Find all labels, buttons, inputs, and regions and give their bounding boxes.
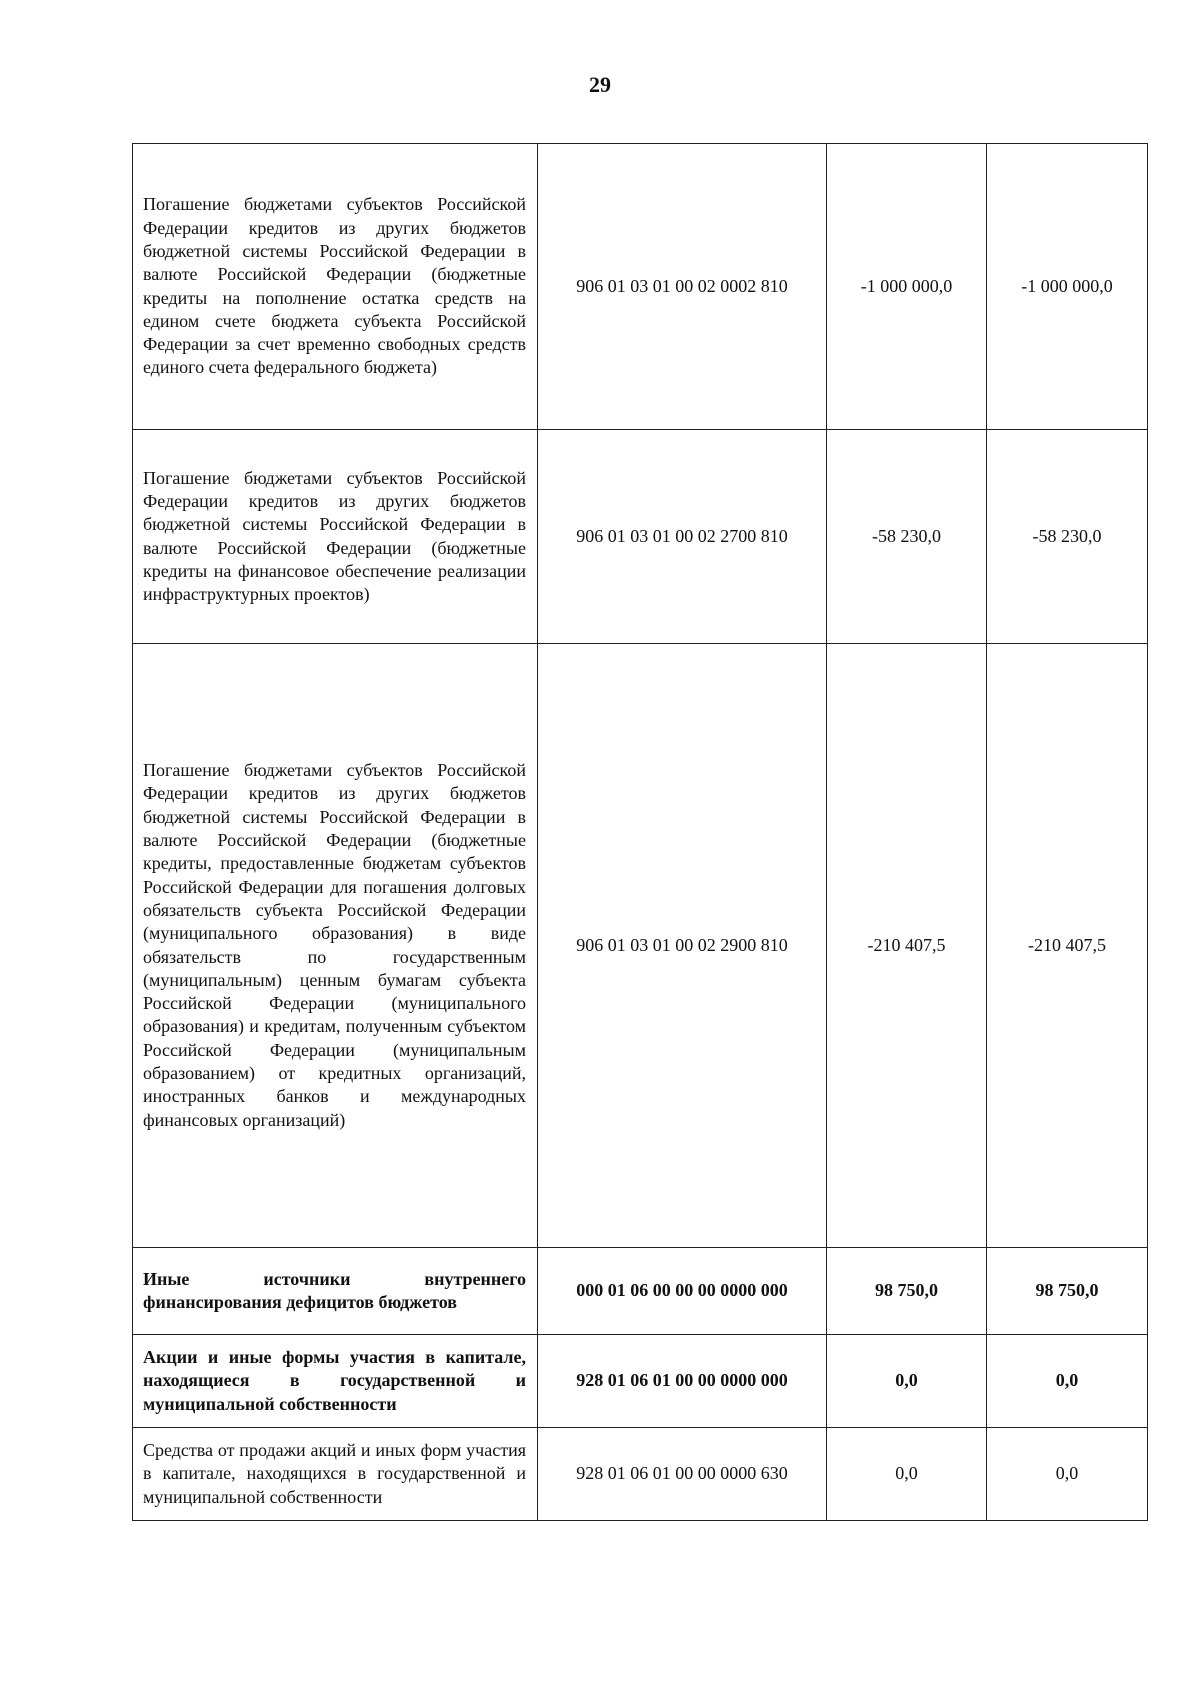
row-name-cell [133, 1428, 538, 1521]
row-name-cell [133, 144, 538, 430]
row-code: 906 01 03 01 00 02 0002 810 [538, 144, 827, 430]
table-row [133, 1248, 1148, 1335]
row-code: 928 01 06 01 00 00 0000 000 [538, 1335, 827, 1428]
row-value-1: 0,0 [827, 1428, 987, 1521]
row-value-2: -210 407,5 [987, 644, 1148, 1248]
row-value-1: 98 750,0 [827, 1248, 987, 1335]
row-value-2: 0,0 [987, 1428, 1148, 1521]
row-value-2: -58 230,0 [987, 430, 1148, 644]
row-name-cell [133, 1248, 538, 1335]
row-name-cell [133, 644, 538, 1248]
table-row [133, 1428, 1148, 1521]
row-value-1: -1 000 000,0 [827, 144, 987, 430]
row-name-cell [133, 1335, 538, 1428]
table-row [133, 644, 1148, 1248]
row-code: 000 01 06 00 00 00 0000 000 [538, 1248, 827, 1335]
row-name: Погашение бюджетами субъектов Российской Федерации кредитов из других бюджетов бюджетной системы Российской Федерации в валюте Российской Федерации (бюджетные кредиты на пополнение остатка средств на едином счете бюджета субъекта Российской Федерации за счет временно свободных средств единого счета федерального бюджета) [143, 194, 526, 378]
page-number: 29 [589, 72, 611, 97]
row-name-cell [133, 430, 538, 644]
row-code: 928 01 06 01 00 00 0000 630 [538, 1428, 827, 1521]
row-name: Иные источники внутреннего финансирования дефицитов бюджетов [143, 1268, 526, 1312]
row-code: 906 01 03 01 00 02 2900 810 [538, 644, 827, 1248]
row-value-2: 98 750,0 [987, 1248, 1148, 1335]
row-value-2: -1 000 000,0 [987, 144, 1148, 430]
budget-sources-table [132, 143, 1148, 1521]
row-value-1: -210 407,5 [827, 644, 987, 1248]
row-code: 906 01 03 01 00 02 2700 810 [538, 430, 827, 644]
row-value-2: 0,0 [987, 1335, 1148, 1428]
row-name: Акции и иные формы участия в капитале, находящиеся в государственной и муниципальной собственности [143, 1347, 526, 1414]
row-value-1: -58 230,0 [827, 430, 987, 644]
row-name: Погашение бюджетами субъектов Российской Федерации кредитов из других бюджетов бюджетной системы Российской Федерации в валюте Российской Федерации (бюджетные кредиты на финансовое обеспечение реализации инфраструктурных проектов) [143, 467, 526, 605]
table-row [133, 430, 1148, 644]
table-row [133, 1335, 1148, 1428]
row-value-1: 0,0 [827, 1335, 987, 1428]
table-row [133, 144, 1148, 430]
row-name: Погашение бюджетами субъектов Российской Федерации кредитов из других бюджетов бюджетной системы Российской Федерации в валюте Российской Федерации (бюджетные кредиты, предоставленные бюджетам субъектов Российской Федерации для погашения долговых обязательств субъекта Российской Федерации (муниципального образования) в виде обязательств по государственным (муниципальным) ценным бумагам субъекта Российской Федерации (муниципального образования) и кредитам, полученным субъектом Российской Федерации (муниципальным образованием) от кредитных организаций, иностранных банков и международных финансовых организаций) [143, 760, 526, 1130]
row-name: Средства от продажи акций и иных форм участия в капитале, находящихся в государственной и муниципальной собственности [143, 1440, 526, 1507]
